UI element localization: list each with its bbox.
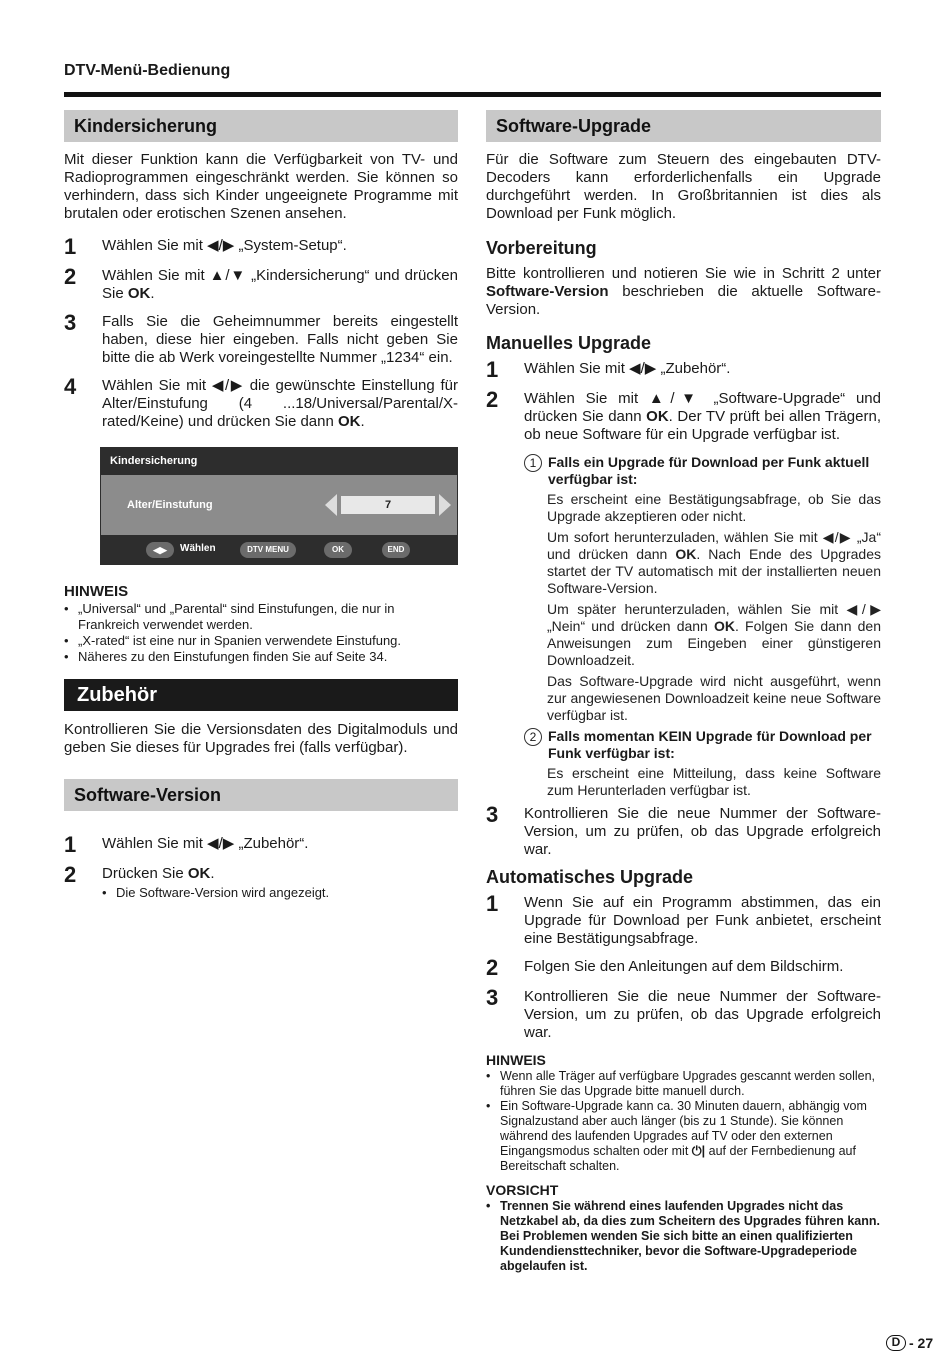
- note-item: • Wenn alle Träger auf verfügbare Upgrades gescannt werden sollen, führen Sie das Upgrade bitte manuell durch.: [486, 1069, 881, 1099]
- upgrade-note-title: HINWEIS: [486, 1052, 546, 1068]
- power-icon: ⏻|: [691, 1144, 706, 1158]
- version-step-1: [64, 832, 458, 857]
- left-column: [64, 110, 458, 901]
- tv-menu-screenshot: [100, 447, 458, 565]
- step-text: Wählen Sie mit ▲/▼ „Software-Upgrade“ und drücken Sie dann OK. Der TV prüft bei allen Trägern, ob neue Software für ein Upgrade verfügbar ist.: [524, 390, 881, 443]
- heading-vorbereitung: Vorbereitung: [486, 238, 597, 258]
- step-number: 1: [64, 234, 77, 259]
- caution-title: VORSICHT: [486, 1182, 559, 1198]
- header-rule: [64, 92, 881, 97]
- vorbereitung-text: Bitte kontrollieren und notieren Sie wie in Schritt 2 unter Software-Version beschrieben die aktuelle Software-Version.: [486, 265, 881, 318]
- circled-number: 2: [524, 728, 542, 746]
- note-item: • Ein Software-Upgrade kann ca. 30 Minuten dauern, abhängig vom Signalzustand aber auch länger (bis zu 1 Stunde). Sie können während des laufenden Upgrades auf TV oder den externen Eingangsmodus schalten oder mit ⏻| auf der Fernbedienung auf Bereitschaft schalten.: [486, 1099, 881, 1174]
- note-item: • Näheres zu den Einstufungen finden Sie auf Seite 34.: [64, 649, 458, 665]
- step-text: Wählen Sie mit ◀/▶ die gewünschte Einstellung für Alter/Einstufung (4 ...18/Universal/Parental/X-rated/Keine) und drücken Sie dann OK.: [102, 377, 458, 430]
- step-number: 2: [486, 387, 499, 412]
- tv-menu-row: [101, 475, 457, 535]
- upgrade-notes: [486, 1069, 881, 1174]
- step-text: Folgen Sie den Anleitungen auf dem Bildschirm.: [524, 958, 844, 975]
- step-text: Kontrollieren Sie die neue Nummer der Software-Version, um zu prüfen, ob das Upgrade erfolgreich war.: [524, 805, 881, 858]
- note-item: • Die Software-Version wird angezeigt.: [102, 885, 458, 901]
- manual-step-1: [486, 357, 881, 382]
- arrow-right-icon: [439, 494, 451, 516]
- page-header: DTV-Menü-Bedienung: [64, 62, 231, 79]
- step-number: 1: [486, 357, 499, 382]
- kinder-step-4: [64, 374, 458, 431]
- section-title-zubehoer: Zubehör: [64, 679, 458, 711]
- right-column: [486, 110, 881, 1274]
- manual-step-2: [486, 387, 881, 444]
- step-number: 1: [64, 832, 77, 857]
- kinder-step-2: [64, 264, 458, 303]
- zubehoer-intro: Kontrollieren Sie die Versionsdaten des Digitalmoduls und geben Sie dieses für Upgrades frei (falls verfügbar).: [64, 721, 458, 756]
- note-item: • „Universal“ und „Parental“ sind Einstufungen, die nur in Frankreich verwendet werden.: [64, 601, 458, 633]
- manual-step-3: [486, 802, 881, 859]
- caution-list: [486, 1199, 881, 1274]
- page-number: [886, 1335, 933, 1351]
- step-text: Wenn Sie auf ein Programm abstimmen, das ein Upgrade für Download per Funk anbietet, erscheint eine Bestätigungsabfrage.: [524, 894, 881, 947]
- step-number: 1: [486, 891, 499, 916]
- language-badge: D: [886, 1335, 906, 1351]
- heading-automatisches-upgrade: Automatisches Upgrade: [486, 867, 694, 887]
- step-number: 3: [486, 802, 499, 827]
- case-1-p4: Das Software-Upgrade wird nicht ausgeführt, wenn zur angewiesenen Downloadzeit keine neue Software verfügbar ist.: [547, 673, 881, 723]
- step-text: Kontrollieren Sie die neue Nummer der Software-Version, um zu prüfen, ob das Upgrade erfolgreich war.: [524, 988, 881, 1041]
- step-text: Drücken Sie OK.: [102, 865, 215, 882]
- kinder-intro: Mit dieser Funktion kann die Verfügbarkeit von TV- und Radioprogrammen eingeschränkt werden. Sie können so verhindern, dass sich Kinder ungeeignete Programme mit brutalen oder erotischen Szenen ansehen.: [64, 151, 458, 222]
- page-number-text: - 27: [909, 1335, 934, 1351]
- step-text: Wählen Sie mit ▲/▼ „Kindersicherung“ und drücken Sie OK.: [102, 267, 458, 302]
- section-title-software-version: Software-Version: [64, 779, 458, 811]
- auto-step-3: [486, 985, 881, 1042]
- version-step-2: [64, 862, 458, 887]
- case-1-p1: Es erscheint eine Bestätigungsabfrage, ob Sie das Upgrade akzeptieren oder nicht.: [547, 491, 881, 524]
- dtv-menu-key: DTV MENU: [240, 542, 296, 558]
- case-1-p3: Um später herunterzuladen, wählen Sie mit ◀/▶ „Nein“ und drücken dann OK. Folgen Sie dann den Anweisungen zum Eingeben einer günstigeren Downloadzeit.: [547, 601, 881, 668]
- tv-footer-label: Wählen: [180, 543, 216, 554]
- step-number: 2: [486, 955, 499, 980]
- kinder-step-1: [64, 234, 458, 259]
- step-text: Falls Sie die Geheimnummer bereits eingestellt haben, diese hier eingeben. Falls nicht geben Sie bitte die ab Werk voreingestellte Nummer „1234“ ein.: [102, 313, 458, 366]
- tv-menu-footer: [100, 539, 458, 561]
- case-2-p1: Es erscheint eine Mitteilung, dass keine Software zum Herunterladen verfügbar ist.: [547, 765, 881, 798]
- upgrade-intro: Für die Software zum Steuern des eingebauten DTV-Decoders kann erforderlichenfalls ein Upgrade durchgeführt werden. In Großbritannien ist dies als Download per Funk möglich.: [486, 151, 881, 222]
- step-text: Wählen Sie mit ◀/▶ „System-Setup“.: [102, 237, 347, 254]
- version-step-note: [102, 885, 458, 901]
- circled-number: 1: [524, 454, 542, 472]
- case-title: Falls momentan KEIN Upgrade für Download per Funk verfügbar ist:: [548, 728, 872, 761]
- step-number: 2: [64, 862, 77, 887]
- step-number: 3: [64, 310, 77, 335]
- heading-manuelles-upgrade: Manuelles Upgrade: [486, 333, 652, 353]
- left-right-arrows-icon: ◀▶: [146, 542, 174, 558]
- step-number: 4: [64, 374, 77, 399]
- auto-step-1: [486, 891, 881, 948]
- case-1-p2: Um sofort herunterzuladen, wählen Sie mit ◀/▶ „Ja“ und drücken dann OK. Nach Ende des Upgrades startet der TV automatisch mit der installierten neuen Software-Version.: [547, 529, 881, 596]
- end-key: END: [382, 542, 410, 558]
- arrow-left-icon: [325, 494, 337, 516]
- step-text: Wählen Sie mit ◀/▶ „Zubehör“.: [102, 835, 309, 852]
- kinder-note-title: HINWEIS: [64, 583, 129, 600]
- section-title-software-upgrade: Software-Upgrade: [486, 110, 881, 142]
- case-title: Falls ein Upgrade für Download per Funk aktuell verfügbar ist:: [548, 454, 870, 487]
- section-title-kindersicherung: Kindersicherung: [64, 110, 458, 142]
- tv-menu-label: Alter/Einstufung: [127, 499, 213, 511]
- step-text: Wählen Sie mit ◀/▶ „Zubehör“.: [524, 360, 731, 377]
- caution-item: • Trennen Sie während eines laufenden Upgrades nicht das Netzkabel ab, da dies zum Scheitern des Upgrades führen kann. Bei Problemen wenden Sie sich bitte an einen qualifizierten Kundendiensttechniker, bevor die Software-Upgradeperiode abgelaufen ist.: [486, 1199, 881, 1274]
- kinder-notes: [64, 601, 458, 665]
- kinder-step-3: [64, 310, 458, 367]
- case-1: [524, 454, 881, 488]
- case-2: [524, 728, 881, 762]
- step-number: 3: [486, 985, 499, 1010]
- tv-menu-value: 7: [341, 496, 435, 514]
- auto-step-2: [486, 955, 881, 980]
- step-number: 2: [64, 264, 77, 289]
- tv-menu-title: Kindersicherung: [110, 455, 198, 467]
- ok-key: OK: [324, 542, 352, 558]
- note-item: • „X-rated“ ist eine nur in Spanien verwendete Einstufung.: [64, 633, 458, 649]
